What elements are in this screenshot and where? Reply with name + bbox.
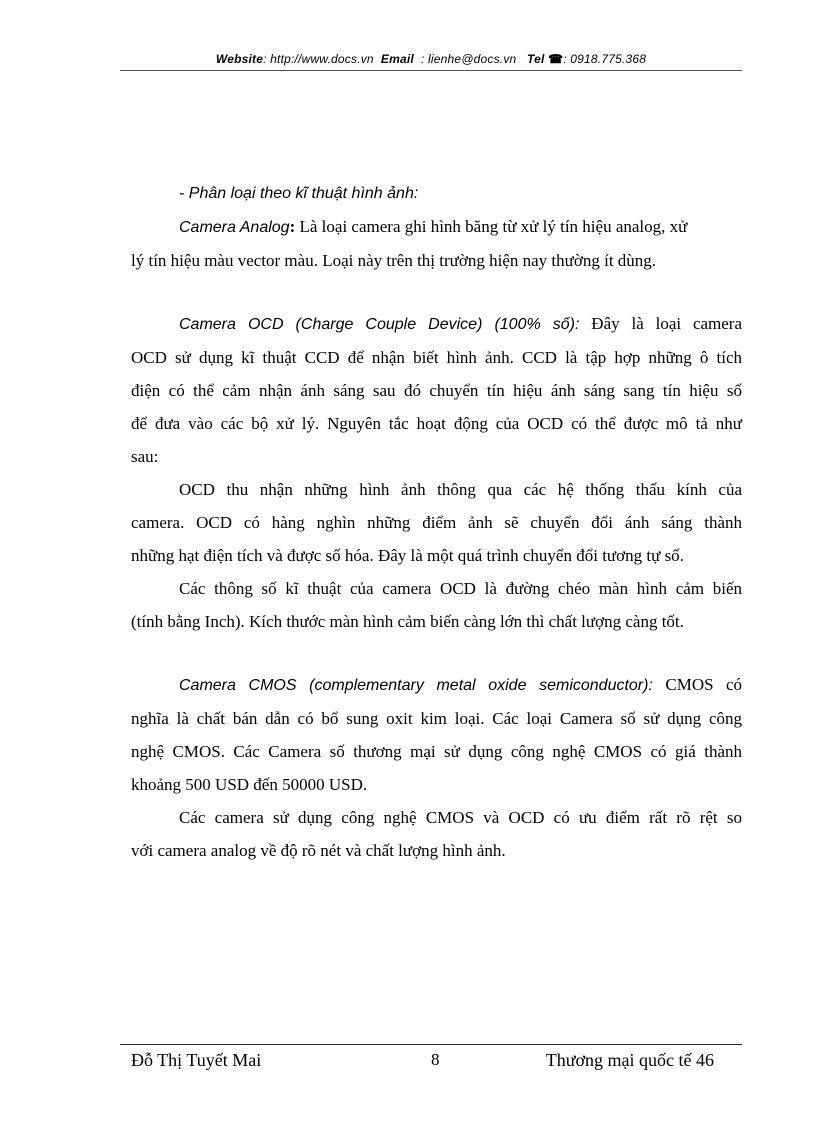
paragraph-line: những hạt điện tích và được số hóa. Đây là một quá trình chuyển đổi tương tự số. <box>131 546 684 565</box>
footer-course: Thương mại quốc tế 46 <box>545 1050 714 1070</box>
paragraph-line: sau: <box>131 447 159 466</box>
tel-label: Tel <box>527 52 545 66</box>
email-value: : lienhe@docs.vn <box>420 52 517 66</box>
footer-author: Đỗ Thị Tuyết Mai <box>131 1050 262 1070</box>
website-value: : http://www.docs.vn <box>263 52 374 66</box>
paragraph-camera-analog: Camera Analog: Là loại camera ghi hình băng từ xử lý tín hiệu analog, xử <box>179 217 688 236</box>
paragraph-comparison: Các camera sử dụng công nghệ CMOS và OCD có ưu điểm rất rõ rệt so <box>179 808 742 827</box>
paragraph-ocd-specs: Các thông số kĩ thuật của camera OCD là đường chéo màn hình cảm biến <box>179 579 742 598</box>
email-label: Email <box>380 52 414 66</box>
paragraph-line: lý tín hiệu màu vector màu. Loại này trên thị trường hiện nay thường ít dùng. <box>131 251 657 270</box>
section-heading: - Phân loại theo kĩ thuật hình ảnh: <box>179 185 419 202</box>
header-divider <box>120 70 742 71</box>
term-camera-ocd: Camera OCD (Charge Couple Device) (100% số): <box>179 316 580 333</box>
paragraph-line: (tính bằng Inch). Kích thước màn hình cảm biến càng lớn thì chất lượng càng tốt. <box>131 612 684 631</box>
paragraph-line: nghệ CMOS. Các Camera số thương mại sử dụng công nghệ CMOS có giá thành <box>131 742 742 761</box>
paragraph-line: với camera analog về độ rõ nét và chất lượng hình ảnh. <box>131 841 506 860</box>
paragraph-line: để đưa vào các bộ xử lý. Nguyên tắc hoạt động của OCD có thể được mô tả như <box>131 414 742 433</box>
page-number: 8 <box>431 1050 440 1069</box>
phone-icon: ☎ <box>548 52 564 66</box>
website-label: Website <box>215 52 264 66</box>
footer-divider <box>120 1044 742 1045</box>
paragraph-ocd-capture: OCD thu nhận những hình ảnh thông qua các hệ thống thấu kính của <box>179 480 742 499</box>
page-header <box>120 52 742 66</box>
paragraph-camera-cmos: Camera CMOS (complementary metal oxide semiconductor): CMOS có <box>179 675 743 694</box>
term-camera-cmos: Camera CMOS (complementary metal oxide semiconductor): <box>179 677 653 694</box>
paragraph-line: nghĩa là chất bán dẫn có bổ sung oxit kim loại. Các loại Camera số sử dụng công <box>131 709 742 728</box>
term-camera-analog: Camera Analog <box>179 219 290 236</box>
paragraph-line: khoảng 500 USD đến 50000 USD. <box>131 775 368 794</box>
document-body <box>131 176 742 867</box>
tel-value: : 0918.775.368 <box>563 52 647 66</box>
paragraph-line: camera. OCD có hàng nghìn những điểm ảnh sẽ chuyển đổi ánh sáng thành <box>131 513 742 532</box>
paragraph-line: điện có thể cảm nhận ánh sáng sau đó chuyển tín hiệu ánh sáng sang tín hiệu số <box>131 381 742 400</box>
paragraph-camera-ocd: Camera OCD (Charge Couple Device) (100% số): Đây là loại camera <box>179 314 743 333</box>
paragraph-line: OCD sử dụng kĩ thuật CCD để nhận biết hình ảnh. CCD là tập hợp những ô tích <box>131 348 742 367</box>
